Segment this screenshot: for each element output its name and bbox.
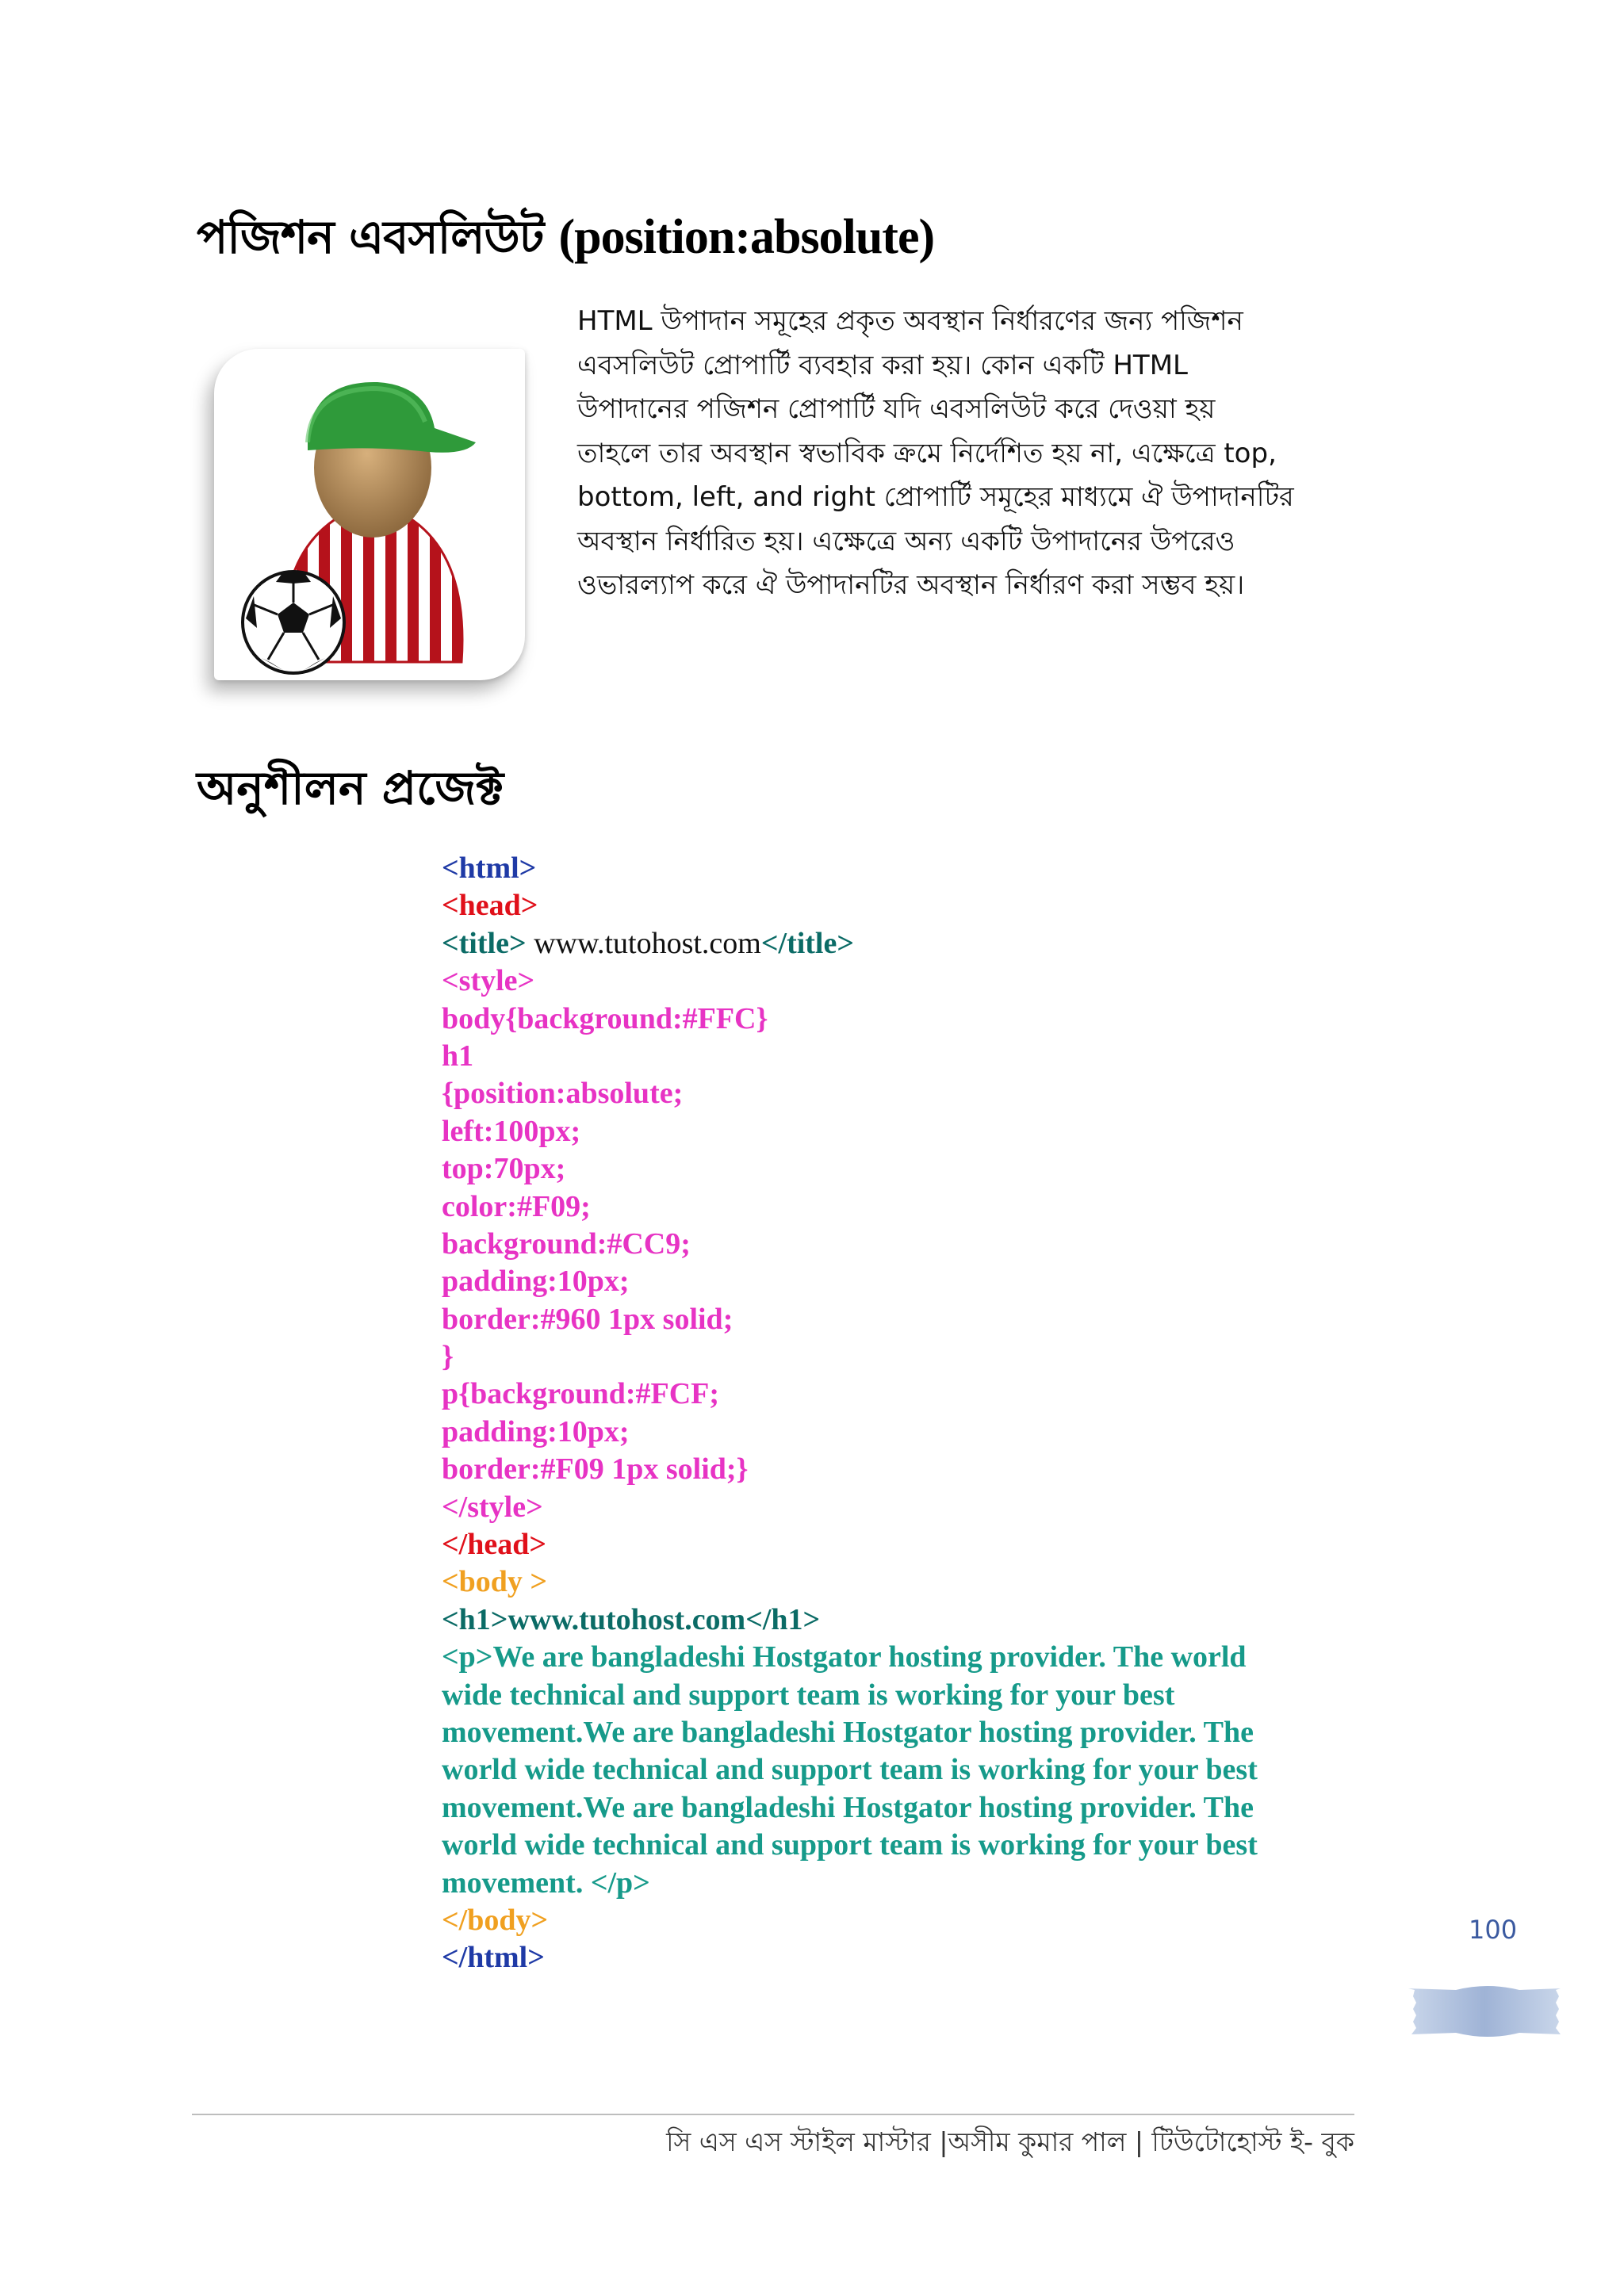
intro-line: উপাদানের পজিশন প্রোপার্টি যদি এবসলিউট করে দেওয়া হয় <box>577 393 1216 425</box>
code-css-line: top:70px; <box>442 1152 566 1186</box>
code-h1-line: <h1>www.tutohost.com</h1> <box>442 1602 821 1636</box>
code-css-line: border:#F09 1px solid;} <box>442 1452 749 1487</box>
intro-paragraph <box>577 300 1351 608</box>
code-title-line <box>442 925 1354 962</box>
section-heading-latin: (position:absolute) <box>558 210 935 264</box>
project-heading: অনুশীলন প্রজেক্ট <box>197 761 504 815</box>
code-css-line: p{background:#FCF; <box>442 1377 719 1411</box>
code-p-line: movement. </p> <box>442 1866 650 1900</box>
code-css-line: } <box>442 1340 454 1374</box>
section-heading <box>197 202 934 279</box>
intro-line: অবস্থান নির্ধারিত হয়। এক্ষেত্রে অন্য একটি উপাদানের উপরেও <box>577 525 1235 557</box>
football-player-illustration <box>214 349 525 680</box>
code-body-open: <body > <box>442 1565 548 1599</box>
code-html-close: </html> <box>442 1941 545 1975</box>
code-css-line: color:#F09; <box>442 1189 591 1223</box>
code-p-line: wide technical and support team is working for your best <box>442 1678 1175 1712</box>
code-head-close: </head> <box>442 1528 546 1562</box>
code-p-line: world wide technical and support team is working for your best <box>442 1828 1258 1862</box>
code-title-open: <title> <box>442 926 527 960</box>
code-css-line: {position:absolute; <box>442 1077 684 1111</box>
code-css-line: left:100px; <box>442 1114 581 1148</box>
intro-line: ওভারল্যাপ করে ঐ উপাদানটির অবস্থান নির্ধারণ করা সম্ভব হয়। <box>577 569 1245 601</box>
code-css-line: padding:10px; <box>442 1414 630 1448</box>
code-css-line: border:#960 1px solid; <box>442 1302 733 1336</box>
code-style-close: </style> <box>442 1490 543 1524</box>
page-number: 100 <box>1469 1915 1518 1945</box>
code-html-open: <html> <box>442 851 537 885</box>
footer-text: সি এস এস স্টাইল মাস্টার |অসীম কুমার পাল | টিউটোহোস্ট ই- বুক <box>666 2126 1354 2157</box>
code-head-open: <head> <box>442 889 538 923</box>
football-player-icon <box>214 349 525 680</box>
code-p-line: movement.We are bangladeshi Hostgator hosting provider. The <box>442 1715 1254 1749</box>
code-style-open: <style> <box>442 964 535 998</box>
page-ribbon-decoration <box>1408 1980 1564 2044</box>
footer-divider <box>192 2114 1354 2115</box>
code-css-line: body{background:#FFC} <box>442 1001 768 1035</box>
intro-line: HTML উপাদান সমূহের প্রকৃত অবস্থান নির্ধারণের জন্য পজিশন <box>577 305 1243 337</box>
intro-line: bottom, left, and right প্রোপার্টি সমূহের মাধ্যমে ঐ উপাদানটির <box>577 481 1294 513</box>
code-css-line: background:#CC9; <box>442 1226 691 1261</box>
code-p-line: <p>We are bangladeshi Hostgator hosting provider. The world <box>442 1640 1247 1674</box>
code-listing <box>442 850 1354 1977</box>
intro-line: তাহলে তার অবস্থান স্বভাবিক ক্রমে নির্দেশিত হয় না, এক্ষেত্রে top, <box>577 437 1277 469</box>
intro-line: এবসলিউট প্রোপার্টি ব্যবহার করা হয়। কোন একটি HTML <box>577 349 1188 381</box>
code-body-close: </body> <box>442 1903 549 1937</box>
code-title-text: www.tutohost.com <box>526 926 761 960</box>
code-title-close: </title> <box>760 926 855 960</box>
code-p-line: movement.We are bangladeshi Hostgator hosting provider. The <box>442 1790 1254 1824</box>
code-css-line: padding:10px; <box>442 1265 630 1299</box>
section-heading-bangla: পজিশন এবসলিউট <box>197 210 544 264</box>
code-css-line: h1 <box>442 1039 474 1073</box>
code-p-line: world wide technical and support team is working for your best <box>442 1753 1258 1787</box>
